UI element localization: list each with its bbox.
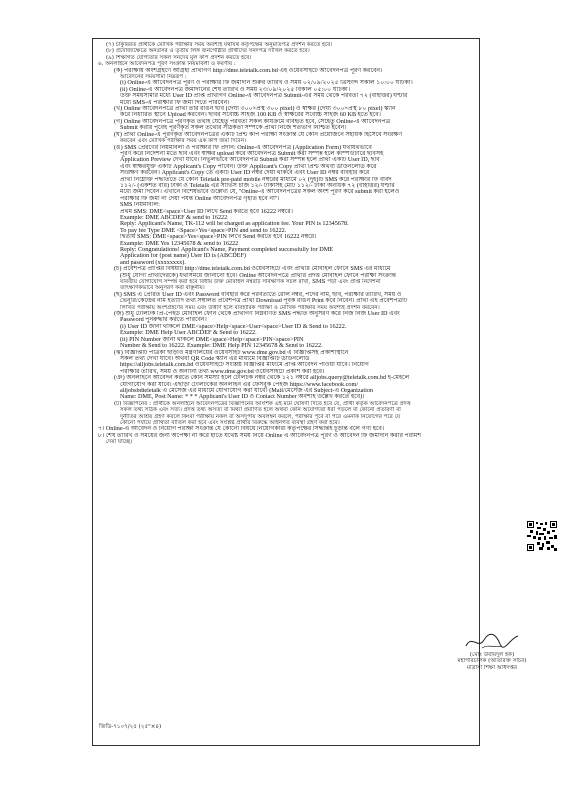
memo-number: জিডি-৭১০৭/২৫ (২৫"×৪)	[99, 724, 162, 730]
notice-line: লিখিত পরীক্ষায় অংশগ্রহণের সময় এবং উত্তীর্ণ হলে ব্যবহারিক পরীক্ষা ও মৌখিক পরীক্ষার সময় অবশ্যই প্রদর্শন করবেন।	[120, 304, 380, 311]
notice-line: যোগাযোগ করা যাবে। এছাড়া টেলিটকের অনলাইন এর ফেসবুক পেইজ https://www.facebook.com/	[120, 381, 359, 388]
signature-scribble	[462, 630, 522, 652]
notice-line: Submit করার পূর্বেই পূরণকৃত সকল তথ্যের সঠিকতা সম্পর্কে প্রার্থী নিজে শতভাগ নিশ্চিত হবেন।	[120, 125, 347, 132]
notice-line: Example: DME Help User ABCDEF & Send to 16222.	[120, 330, 257, 337]
notice-line: (শুধু যোগ্য প্রার্থীদেরকে) যথাসময়ে জানানো হবে। Online আবেদনপত্রে প্রার্থীর প্রদত্ত মোবাইল ফোনে পরীক্ষা সংক্রান্ত	[120, 272, 397, 279]
notice-line: কোনো পর্যায়ে প্রার্থিতা বাতিল করা হবে এবং সংশ্লিষ্ট প্রার্থীর বিরুদ্ধে আইনগত ব্যবস্থা গ্রহণ করা হবে।	[120, 419, 340, 426]
notice-line: Reply: Congratulations! Applicant's Name, Payment completed successfully for DME	[120, 247, 333, 253]
notice-line: করবেন এবং মৌখিক পরীক্ষার সময় এক কপি জমা দিবেন।	[120, 138, 247, 145]
notice-line: সকল তথ্য দেখা যাবে। অথবা QR Code স্ক্যান এর মাধ্যমে বিজ্ঞপ্তিটি ডাউনলোড	[120, 355, 310, 362]
notice-line: মধ্যে SMS-এ পরীক্ষার ফি জমা দিতে পারবেন।	[120, 99, 230, 106]
notice-line: ৭। Online-এ আবেদন ও নিয়োগ পরীক্ষা সংক্রান্ত যে কোনো বিষয়ে নিয়োগকারী কর্তৃপক্ষের সিদ্ধান্তই চূড়ান্ত বলে গণ্য হবে।	[98, 426, 385, 433]
signatory-name: (মোঃ উবায়দুল হক)	[469, 652, 515, 658]
notice-line: পরীক্ষার তারিখ, সময় ও অন্যান্য তথ্য www.dme.gov.bd ওয়েবসাইটে প্রকাশ করা হবে।	[120, 368, 325, 375]
notice-line: করে নির্ধারিত স্থানে Upload করবেন। ছবির সর্বোচ্চ সাইজ 100 KB ও স্বাক্ষরের সর্বোচ্চ সাইজ 60 KB হতে হবে।	[120, 112, 381, 119]
notice-line: (৯) শিক্ষাগত যোগ্যতার সকল সনদের মূল কপি প্রদর্শন করতে হবে।	[106, 54, 252, 61]
notice-line: ভেন্যুর/কেন্দ্রের নাম ইত্যাদি তথ্য সম্বলিত প্রবেশপত্র প্রার্থী Download পূর্বক রঙিন Print করে নিবেন। প্রার্থী এই প্রবেশপত্রটি	[120, 298, 408, 305]
signature-block	[433, 630, 551, 671]
notice-line: প্রার্থী নিম্নোক্ত পদ্ধতিতে যে কোন Teletalk pre-paid mobile নম্বরের মাধ্যমে ০২ (দুই)টি SMS করে পরীক্ষার ফি বাবদ	[120, 176, 392, 183]
notice-line: Password পুনরুদ্ধার করতে পারবেন।	[120, 317, 207, 324]
notice-line: (জ) শুধু টেলিটক প্রি-পেইড মোবাইল ফোন থেকে প্রার্থীগণ নিম্নবর্ণিত SMS পদ্ধতি অনুসরণ করে নিজ নিজ User ID এবং	[114, 311, 400, 318]
notice-line: (ঞ) অনলাইনে আবেদন করতে কোন সমস্যা হলে টেলিটক নম্বর থেকে ১২১ নম্বরে alljobs.query@teletalk.com.bd ই-মেইলে	[114, 375, 410, 382]
notice-line: SMS নিয়মাবলি:	[120, 202, 160, 209]
notice-line: প্রথম SMS: DME<space>User ID লিখে Send করতে হবে 16222 নম্বরে।	[120, 208, 294, 215]
signatory-designation: মহাপরিচালক (অতিরিক্ত সচিব)	[457, 658, 527, 665]
qr-code	[527, 521, 557, 551]
notice-line: Example: DME ABCDEF & send to 16222	[120, 214, 228, 221]
notice-line: https://alljobs.teletalk.com.bd ওয়েবসাইটে সংশ্লিষ্ট বিজ্ঞপ্তির মাধ্যমে প্রাপ্ত আবেদন পাওয়া যাবে। নিয়োগ	[120, 362, 369, 369]
notice-line: (ট) বিজ্ঞাপনের : প্রার্থীকে অনলাইনে আবেদনপত্রের বিজ্ঞাপনের আংশিক এই মর্মে ঘোষণা দিতে হবে যে, প্রার্থী কর্তৃক আবেদনপত্রে প্রদত্ত	[114, 400, 411, 407]
notice-line: (ছ) SMS এ প্রেরিত User ID এবং Password ব্যবহার করে পরবর্তীতে রোল নম্বর, পদের নাম, ছবি, পরীক্ষার তারিখ, সময় ও	[114, 291, 402, 298]
notice-line: (ঘ) প্রার্থী Online-এ পূরণকৃত আবেদনপত্রের একটি প্রিন্ট কপি পরীক্ষা সংক্রান্ত যে কোন প্রয়োজনে সহায়ক হিসেবে সংরক্ষণ	[114, 131, 403, 138]
notice-line: (i) User ID জানা থাকলে DME<space>Help<space>User<space>User ID & Send to 16222.	[120, 323, 347, 330]
notice-line: ৬. অনলাইনে আবেদনপত্র পূরণ সংক্রান্ত নিয়মাবলী ও করণীয় :	[98, 61, 236, 68]
notice-line: (ঙ) SMS প্রেরণের নিয়মাবলী ও পরীক্ষার ফি প্রদান: Online-এ আবেদনপত্র (Application Form) যথাযথভাবে	[114, 144, 372, 151]
notice-line: ৮। শেষ তারিখ ও সময়ের জন্য অপেক্ষা না করে হাতে যথেষ্ট সময় নিয়ে Online এ আবেদনপত্র পূরণ ও আবেদন ফি জমাদান করার পরামর্শ	[98, 432, 422, 439]
notice-line: (খ) Online আবেদনপত্রে প্রার্থী তার রঙিন ছবি (দৈর্ঘ্য ৩০০×প্রস্থ ৩০০ pixel) ও স্বাক্ষর (দৈর্ঘ্য ৩০০×প্রস্থ ৮০ pixel) স্ক্যান	[114, 106, 396, 113]
notice-line: Number & Send to 16222. Example: DME Help PIN 12345678 & Send to 16222.	[120, 343, 323, 350]
notice-line: (ii) PIN Number জানা থাকলে DME<space>Help<space>PIN<space>PIN	[120, 336, 304, 343]
notice-line: Example: DME Yes 12345678 & send to 16222	[120, 240, 239, 247]
notice-line: পরীক্ষার ফি জমা না দেয়া পর্যন্ত Online আবেদনপত্র গৃহীত হবে না"।	[120, 195, 280, 202]
notice-line: উক্ত সময়সীমার মধ্যে User ID প্রাপ্ত প্রার্থীগণ Online-এ আবেদনপত্র Submit-এর সময় থেকে পরবর্তী ৭২ (বাহাত্তর) ঘণ্টার	[120, 93, 408, 100]
notice-line: Name: DME, Post Name: * * * Applicant's User ID ও Contact Number অবশ্যই উল্লেখ করতে হবে)।	[120, 394, 365, 401]
notice-line: ১১২/- (একশত বার) টাকা ও Teletalk এর সার্ভিস চার্জ ১২/- টাকাসহ মোট ১১২/- টাকা অনধিক ৭২ (বাহাত্তর) ঘণ্টার	[120, 182, 395, 189]
notice-line: To pay fee Type DME <Space>Yes<space>PIN and send to 16222.	[120, 227, 287, 234]
notice-line: পূরণ করে নির্দেশনা মতে ছবি এবং স্বাক্ষর upload করে আবেদনপত্র Submit করা সম্পন্ন হলে কম্পিউটারে ছবিসহ	[120, 150, 384, 157]
notice-line: (৭) চাকুরিরত প্রার্থীকে মৌখিক পরীক্ষার সময় অবশ্যই যথাযথ কর্তৃপক্ষের অনুমতিপত্র প্রদর্শন করতে হবে।	[106, 42, 333, 48]
notice-line: (৮) প্রযোজ্যক্ষেত্রে অনগ্রসর ও তৃতীয় লিঙ্গ জনগোষ্ঠীর প্রার্থীদের সনদপত্র দাখিল করতে হবে।	[106, 48, 310, 55]
notice-line: Reply: Applicant's Name, TK-112 will be charged as application fee. Your PIN is 12345678.	[120, 221, 349, 228]
notice-line: (i) Online-এ আবেদনপত্র পূরণ ও পরীক্ষার ফি জমাদান শুরুর তারিখ ও সময় ০২/০৯/২০২৫ খ্রিস্টাব্দ সকাল ১০:০০ ঘটিকা।	[120, 80, 413, 87]
notice-line: (ii) Online-এ আবেদনপত্র জমাদানের শেষ তারিখ ও সময় ২৩/০৯/২০২৫ বিকাল ০৫:০০ ঘটিকা।	[120, 86, 351, 93]
notice-page	[92, 38, 480, 746]
notice-line: Application for (post name) User ID is (ABCDEF)	[120, 253, 246, 260]
notice-line: যাবতীয় যোগাযোগ সম্পন্ন করা হবে বিধায় উক্ত মোবাইল নম্বরটি সার্বক্ষণিক সচল রাখা, SMS পড়া এবং প্রাপ্ত নির্দেশনা	[120, 279, 381, 286]
notice-line: তাৎক্ষণিকভাবে অনুসরণ করা বাঞ্ছনীয়।	[120, 285, 205, 292]
notice-line: (গ) Online আবেদনপত্রে পূরণকৃত তথ্যই যেহেতু পরবর্তী সকল কার্যক্রমে ব্যবহৃত হবে, সেহেতু Online-এ আবেদনপত্র	[114, 118, 391, 125]
notice-line: এবং স্বাক্ষরযুক্ত একটি Applicant's Copy পাবেন। উক্ত Applicant's Copy প্রার্থী প্রিন্ট অথবা ডাউনলোড করে	[120, 163, 377, 170]
notice-line: আবেদনের সময়সীমা নিম্নরূপ :	[120, 74, 187, 81]
notice-line: দুর্নীতির আশ্রয় গ্রহণ করলে কিংবা পরীক্ষায় নকল বা অসদুপায় অবলম্বন করলে, পরীক্ষার পূর্বে বা পরে এমনকি নিয়োগের পরে যে	[120, 413, 401, 420]
notice-line: (চ) প্রবেশপত্র প্রাপ্তির বিষয়টি http://dme.teletalk.com.bd ওয়েবসাইটে এবং প্রার্থীর মোবাইল ফোনে SMS এর মাধ্যমে	[114, 266, 391, 273]
notice-line: and password (xxxxxxxx).	[120, 259, 186, 266]
notice-line: (ক) পরীক্ষায় অংশগ্রহণে আগ্রহী প্রার্থীগণ http://dme.teletalk.com.bd এই ওয়েবসাইটে আবেদনপত্র পূরণ করবেন।	[114, 67, 383, 74]
notice-line: দেয়া যাচ্ছে।	[106, 439, 133, 446]
signatory-office: মাদ্রাসা শিক্ষা অধিদপ্তর	[466, 664, 518, 671]
notice-line: Application Preview দেখা যাবে। নির্ভুলভাবে আবেদনপত্র Submit করা সম্পন্ন হলে প্রার্থী একটি User ID, ছবি	[120, 157, 380, 164]
notice-line: দ্বিতীয় SMS: DME<space>Yes<space>PIN লিখে Send করতে হবে 16222 নম্বরে।	[120, 234, 317, 241]
notice-line: (ঝ) বিজ্ঞপ্তিটি পত্রিকা ছাড়াও মন্ত্রণালয়ের ওয়েবসাইট www.dme.gov.bd এ বিজ্ঞপ্তিসহ প্রকাশ্যস্থানে	[114, 349, 349, 356]
notice-line: সংরক্ষণ করবেন। Applicant's Copy তে একটি User ID নম্বর দেয়া থাকবে এবং User ID নম্বর ব্যবহার করে	[120, 170, 370, 177]
notice-line: alljobsbdteletalk এ মেসেজ এর মাধ্যমে যোগাযোগ করা যাবে। (Mail/মেসেজ এর Subject-এ Organization	[120, 387, 373, 394]
notice-line: মধ্যে জমা দিবেন। এখানে বিশেষভাবে উল্লেখ্য যে, "Online-এ আবেদনপত্রের সকল অংশ পূরণ করে submit করা হলেও	[120, 189, 400, 196]
notice-line: সকল তথ্য সঠিক এবং সত্য। প্রদত্ত তথ্য অসত্য বা মিথ্যা প্রমাণিত হলে অথবা কোন অযোগ্যতা ধরা পড়লে বা কোনো প্রতারণা বা	[120, 407, 401, 414]
